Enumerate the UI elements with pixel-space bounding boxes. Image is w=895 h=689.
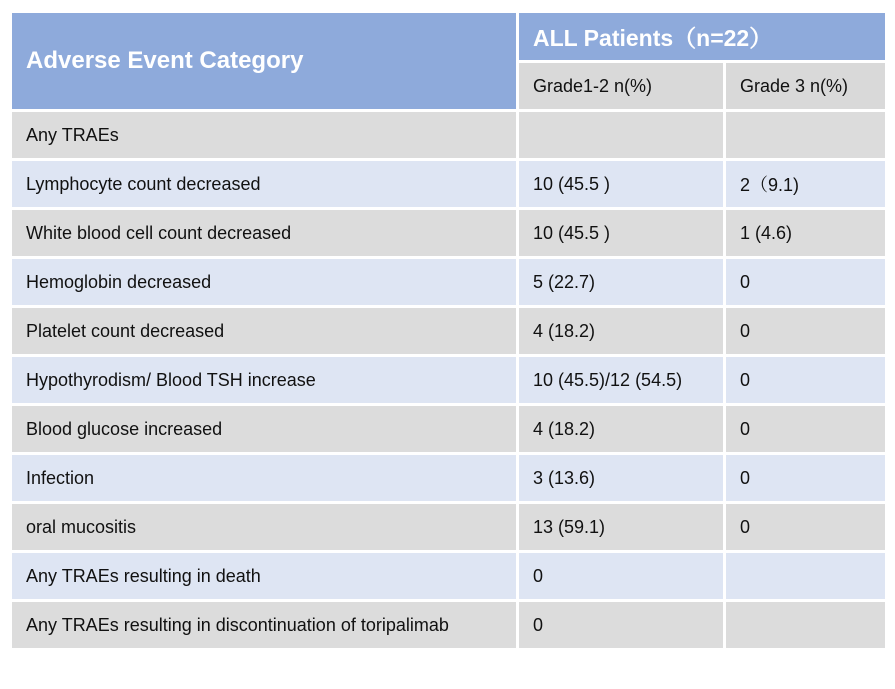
cell-grade3	[725, 601, 887, 650]
cell-grade3: 0	[725, 454, 887, 503]
cell-grade12	[518, 111, 725, 160]
adverse-events-table	[9, 10, 888, 651]
table-row	[11, 405, 887, 454]
cell-grade3: 1 (4.6)	[725, 209, 887, 258]
table-row	[11, 454, 887, 503]
cell-grade12: 10 (45.5 )	[518, 209, 725, 258]
table-row	[11, 356, 887, 405]
cell-grade3	[725, 552, 887, 601]
table-row	[11, 258, 887, 307]
table-header	[11, 12, 887, 111]
header-all-patients: ALL Patients（n=22）	[518, 12, 887, 62]
table-row	[11, 160, 887, 209]
cell-category: Infection	[11, 454, 518, 503]
cell-category: Any TRAEs	[11, 111, 518, 160]
cell-grade12: 4 (18.2)	[518, 405, 725, 454]
table-body	[11, 111, 887, 650]
table-row	[11, 503, 887, 552]
cell-category: Hypothyrodism/ Blood TSH increase	[11, 356, 518, 405]
table-row	[11, 552, 887, 601]
cell-grade3: 0	[725, 258, 887, 307]
cell-category: Any TRAEs resulting in death	[11, 552, 518, 601]
cell-grade12: 5 (22.7)	[518, 258, 725, 307]
cell-grade3: 0	[725, 307, 887, 356]
cell-grade12: 10 (45.5 )	[518, 160, 725, 209]
cell-grade12: 10 (45.5)/12 (54.5)	[518, 356, 725, 405]
cell-grade3: 2（9.1)	[725, 160, 887, 209]
header-grade12: Grade1-2 n(%)	[518, 62, 725, 111]
table-row	[11, 601, 887, 650]
cell-grade3	[725, 111, 887, 160]
cell-grade12: 13 (59.1)	[518, 503, 725, 552]
cell-category: Lymphocyte count decreased	[11, 160, 518, 209]
cell-category: oral mucositis	[11, 503, 518, 552]
table-row	[11, 209, 887, 258]
table-row	[11, 111, 887, 160]
cell-grade12: 0	[518, 601, 725, 650]
header-category: Adverse Event Category	[11, 12, 518, 111]
cell-category: Blood glucose increased	[11, 405, 518, 454]
cell-grade12: 3 (13.6)	[518, 454, 725, 503]
adverse-events-table-container	[9, 10, 885, 651]
cell-grade3: 0	[725, 356, 887, 405]
cell-category: Any TRAEs resulting in discontinuation of toripalimab	[11, 601, 518, 650]
cell-grade12: 0	[518, 552, 725, 601]
cell-grade3: 0	[725, 503, 887, 552]
cell-grade12: 4 (18.2)	[518, 307, 725, 356]
cell-grade3: 0	[725, 405, 887, 454]
cell-category: Platelet count decreased	[11, 307, 518, 356]
header-grade3: Grade 3 n(%)	[725, 62, 887, 111]
table-row	[11, 307, 887, 356]
cell-category: Hemoglobin decreased	[11, 258, 518, 307]
cell-category: White blood cell count decreased	[11, 209, 518, 258]
